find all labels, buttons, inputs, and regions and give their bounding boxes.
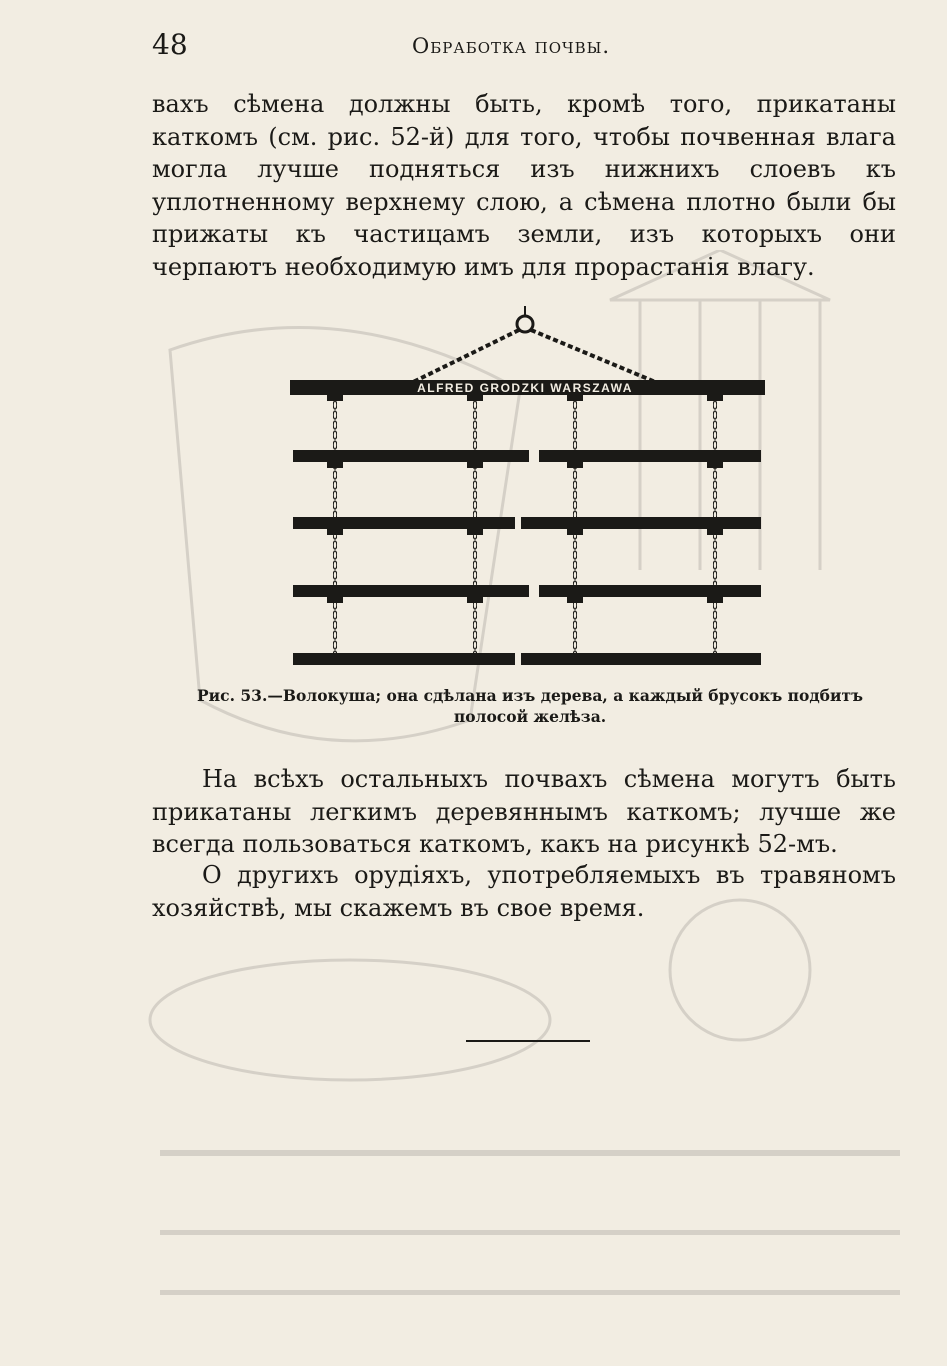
beam-row-1 bbox=[293, 450, 761, 462]
running-head: Обработка почвы. bbox=[412, 34, 611, 58]
paragraph-1: вахъ сѣмена должны быть, кромѣ того, прикатаны каткомъ (см. рис. 52-й) для того, чтобы почвенная влага могла лучше подняться изъ нижнихъ слоевъ къ уплотненному верхнему слою, а сѣмена плотно были бы прижаты къ частицамъ земли, изъ которыхъ они черпаютъ необходимую имъ для прорастанія влагу. bbox=[152, 90, 896, 281]
figure-caption: Рис. 53.—Волокуша; она сдѣлана изъ дерева, а каждый брусокъ подбитъ полосой желѣза. bbox=[197, 686, 863, 726]
beam-row-4 bbox=[293, 653, 761, 665]
figure-harrow-illustration bbox=[285, 300, 765, 680]
end-rule bbox=[466, 1040, 590, 1042]
chain-right bbox=[531, 330, 665, 386]
beam-brackets bbox=[327, 395, 723, 603]
hanging-ring bbox=[517, 316, 533, 332]
beam-inscription: ALFRED GRODZKI WARSZAWA bbox=[417, 381, 633, 395]
paragraph-3: О другихъ орудіяхъ, употребляемыхъ въ травяномъ хозяйствѣ, мы скажемъ въ свое время. bbox=[152, 861, 896, 922]
chain-left bbox=[405, 330, 519, 386]
paragraph-2: На всѣхъ остальныхъ почвахъ сѣмена могутъ быть прикатаны легкимъ деревяннымъ каткомъ; лучше же всегда пользоваться каткомъ, какъ на рисункѣ 52-мъ. bbox=[152, 765, 896, 858]
page-header bbox=[152, 28, 895, 68]
page-number: 48 bbox=[152, 28, 188, 61]
beam-row-3 bbox=[293, 585, 761, 597]
beam-row-2 bbox=[293, 517, 761, 529]
